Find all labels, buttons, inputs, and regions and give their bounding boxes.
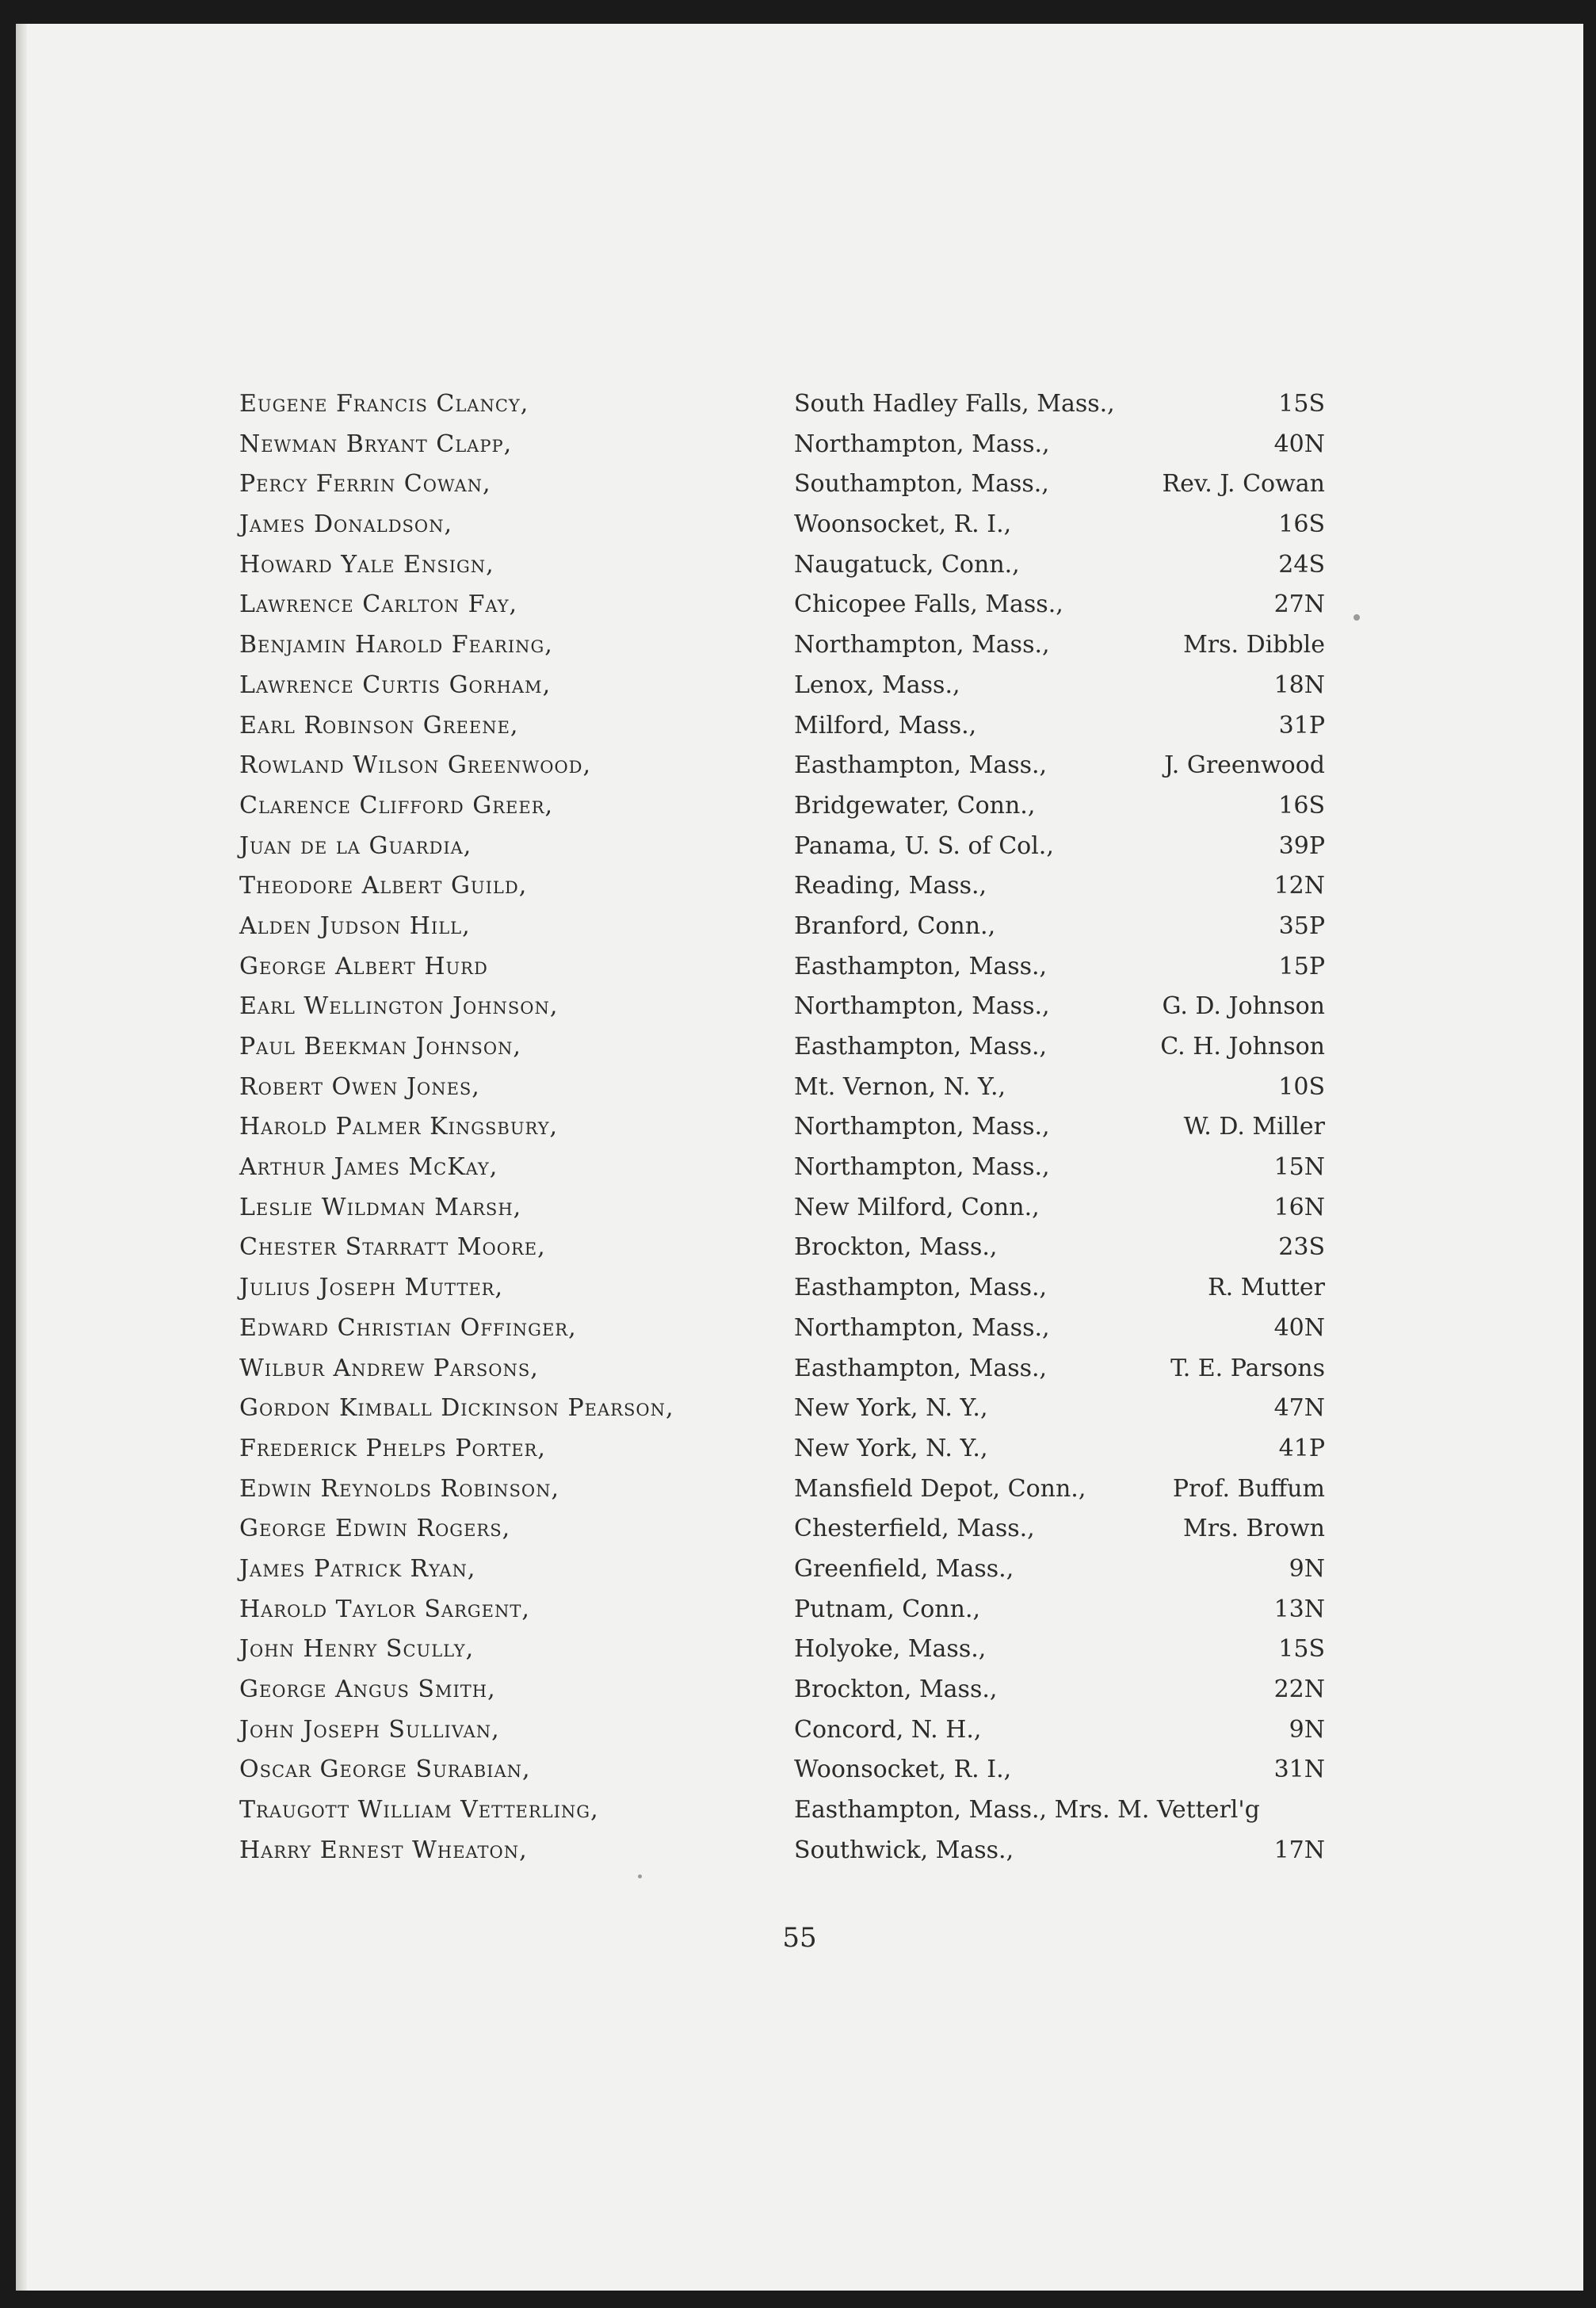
residence: 15S xyxy=(1278,390,1325,418)
directory-row xyxy=(239,1630,1325,1670)
student-name: Lawrence Curtis Gorham, xyxy=(239,671,552,699)
hometown: Lenox, Mass., xyxy=(794,671,960,699)
student-name: George Albert Hurd xyxy=(239,952,488,980)
student-name: John Joseph Sullivan, xyxy=(239,1715,500,1744)
residence: C. H. Johnson xyxy=(1160,1033,1325,1060)
directory-row xyxy=(239,786,1325,827)
hometown: Northampton, Mass., xyxy=(794,992,1050,1021)
residence: 39P xyxy=(1278,831,1325,860)
hometown: Putnam, Conn., xyxy=(794,1595,981,1623)
student-name: Robert Owen Jones, xyxy=(239,1072,480,1101)
hometown: Chicopee Falls, Mass., xyxy=(794,590,1063,619)
hometown: Mt. Vernon, N. Y., xyxy=(794,1072,1006,1101)
hometown: New York, N. Y., xyxy=(794,1434,988,1462)
hometown: Easthampton, Mass., Mrs. M. Vetterl'g xyxy=(794,1796,1260,1825)
student-name: Alden Judson Hill, xyxy=(239,911,471,940)
hometown: Easthampton, Mass., xyxy=(794,751,1048,780)
hometown: Easthampton, Mass., xyxy=(794,1033,1048,1060)
hometown: Milford, Mass., xyxy=(794,711,977,739)
student-name: Theodore Albert Guild, xyxy=(239,872,528,900)
directory-row xyxy=(239,827,1325,867)
hometown: Northampton, Mass., xyxy=(794,430,1050,458)
residence: 24S xyxy=(1278,550,1325,579)
book-page xyxy=(16,24,1583,2291)
directory-row xyxy=(239,384,1325,425)
student-name: Julius Joseph Mutter, xyxy=(239,1274,504,1302)
student-name: Clarence Clifford Greer, xyxy=(239,791,554,820)
hometown: Northampton, Mass., xyxy=(794,631,1050,659)
student-name: Howard Yale Ensign, xyxy=(239,550,494,579)
hometown: Northampton, Mass., xyxy=(794,1153,1050,1182)
hometown: Chesterfield, Mass., xyxy=(794,1515,1035,1543)
hometown: Northampton, Mass., xyxy=(794,1113,1050,1141)
residence: Mrs. Dibble xyxy=(1183,631,1325,659)
student-name: Benjamin Harold Fearing, xyxy=(239,631,553,659)
residence: W. D. Miller xyxy=(1183,1113,1325,1141)
student-name: Frederick Phelps Porter, xyxy=(239,1434,546,1462)
student-name: Juan de la Guardia, xyxy=(239,831,472,860)
directory-row xyxy=(239,1710,1325,1751)
directory-row xyxy=(239,746,1325,786)
directory-row xyxy=(239,1027,1325,1068)
residence: 13N xyxy=(1273,1595,1325,1623)
directory-row xyxy=(239,866,1325,907)
student-name: Harry Ernest Wheaton, xyxy=(239,1836,528,1864)
student-name: Arthur James McKay, xyxy=(239,1153,498,1182)
directory-row xyxy=(239,464,1325,505)
directory-row xyxy=(239,1790,1325,1831)
student-name: Chester Starratt Moore, xyxy=(239,1233,546,1262)
residence: 16S xyxy=(1278,791,1325,820)
student-name: Percy Ferrin Cowan, xyxy=(239,470,491,499)
directory-row xyxy=(239,505,1325,545)
residence: 16S xyxy=(1278,510,1325,539)
residence: 47N xyxy=(1273,1394,1325,1423)
student-directory xyxy=(239,384,1325,1870)
hometown: Woonsocket, R. I., xyxy=(794,1756,1012,1784)
hometown: Concord, N. H., xyxy=(794,1715,982,1744)
residence: 27N xyxy=(1273,590,1325,619)
hometown: Panama, U. S. of Col., xyxy=(794,831,1054,860)
student-name: Newman Bryant Clapp, xyxy=(239,430,513,458)
hometown: New Milford, Conn., xyxy=(794,1193,1040,1221)
residence: 35P xyxy=(1278,911,1325,940)
student-name: Wilbur Andrew Parsons, xyxy=(239,1354,539,1382)
student-name: Harold Palmer Kingsbury, xyxy=(239,1113,559,1141)
residence: 9N xyxy=(1289,1715,1325,1744)
paper-speck xyxy=(1354,614,1360,621)
student-name: James Patrick Ryan, xyxy=(239,1554,476,1583)
residence: 40N xyxy=(1273,1313,1325,1342)
student-name: Eugene Francis Clancy, xyxy=(239,390,529,418)
hometown: Branford, Conn., xyxy=(794,911,996,940)
student-name: Traugott William Vetterling, xyxy=(239,1796,599,1825)
directory-row xyxy=(239,1349,1325,1389)
student-name: George Angus Smith, xyxy=(239,1676,496,1703)
page-number: 55 xyxy=(782,1922,817,1954)
student-name: Paul Beekman Johnson, xyxy=(239,1033,521,1060)
hometown: Naugatuck, Conn., xyxy=(794,550,1020,579)
hometown: South Hadley Falls, Mass., xyxy=(794,390,1115,418)
directory-row xyxy=(239,1429,1325,1469)
directory-row xyxy=(239,1188,1325,1229)
directory-row xyxy=(239,1831,1325,1871)
student-name: Lawrence Carlton Fay, xyxy=(239,590,518,619)
hometown: Southampton, Mass., xyxy=(794,470,1049,499)
residence: 22N xyxy=(1273,1676,1325,1703)
directory-row xyxy=(239,947,1325,988)
residence: T. E. Parsons xyxy=(1170,1354,1325,1382)
residence: Mrs. Brown xyxy=(1183,1515,1325,1543)
residence: R. Mutter xyxy=(1208,1274,1325,1302)
directory-row xyxy=(239,585,1325,625)
hometown: Mansfield Depot, Conn., xyxy=(794,1474,1086,1503)
hometown: Reading, Mass., xyxy=(794,872,987,900)
directory-row xyxy=(239,706,1325,747)
residence: 23S xyxy=(1278,1233,1325,1262)
directory-row xyxy=(239,1148,1325,1188)
directory-row xyxy=(239,625,1325,666)
hometown: Woonsocket, R. I., xyxy=(794,510,1012,539)
residence: 12N xyxy=(1273,872,1325,900)
student-name: Harold Taylor Sargent, xyxy=(239,1595,530,1623)
directory-row xyxy=(239,1309,1325,1349)
hometown: Easthampton, Mass., xyxy=(794,1354,1048,1382)
student-name: Rowland Wilson Greenwood, xyxy=(239,751,592,780)
directory-row xyxy=(239,1228,1325,1268)
hometown: Bridgewater, Conn., xyxy=(794,791,1036,820)
residence: 41P xyxy=(1278,1434,1325,1462)
residence: 16N xyxy=(1273,1193,1325,1221)
directory-row xyxy=(239,987,1325,1027)
student-name: Edwin Reynolds Robinson, xyxy=(239,1474,560,1503)
residence: Prof. Buffum xyxy=(1172,1474,1325,1503)
student-name: Earl Wellington Johnson, xyxy=(239,992,559,1021)
hometown: Easthampton, Mass., xyxy=(794,952,1048,980)
residence: 9N xyxy=(1289,1554,1325,1583)
student-name: Leslie Wildman Marsh, xyxy=(239,1193,522,1221)
directory-row xyxy=(239,1268,1325,1309)
directory-row xyxy=(239,1469,1325,1510)
paper-speck xyxy=(638,1874,642,1878)
directory-row xyxy=(239,1389,1325,1429)
residence: 18N xyxy=(1273,671,1325,699)
student-name: George Edwin Rogers, xyxy=(239,1515,511,1543)
directory-row xyxy=(239,1549,1325,1590)
hometown: Easthampton, Mass., xyxy=(794,1274,1048,1302)
directory-row xyxy=(239,1509,1325,1549)
student-name: John Henry Scully, xyxy=(239,1635,475,1664)
hometown: Southwick, Mass., xyxy=(794,1836,1014,1864)
directory-row xyxy=(239,425,1325,465)
student-name: Edward Christian Offinger, xyxy=(239,1313,577,1342)
student-name: Earl Robinson Greene, xyxy=(239,711,519,739)
residence: Rev. J. Cowan xyxy=(1162,470,1325,499)
hometown: Brockton, Mass., xyxy=(794,1676,998,1703)
student-name: Oscar George Surabian, xyxy=(239,1756,531,1784)
residence: G. D. Johnson xyxy=(1162,992,1325,1021)
directory-row xyxy=(239,1068,1325,1108)
residence: J. Greenwood xyxy=(1164,751,1325,780)
hometown: New York, N. Y., xyxy=(794,1394,988,1423)
directory-row xyxy=(239,666,1325,706)
residence: 10S xyxy=(1278,1072,1325,1101)
residence: 15P xyxy=(1278,952,1325,980)
residence: 40N xyxy=(1273,430,1325,458)
directory-row xyxy=(239,1590,1325,1630)
residence: 15S xyxy=(1278,1635,1325,1664)
hometown: Northampton, Mass., xyxy=(794,1313,1050,1342)
hometown: Greenfield, Mass., xyxy=(794,1554,1014,1583)
directory-row xyxy=(239,1107,1325,1148)
student-name: Gordon Kimball Dickinson Pearson, xyxy=(239,1394,674,1423)
residence: 31P xyxy=(1278,711,1325,739)
directory-row xyxy=(239,1750,1325,1790)
residence: 17N xyxy=(1273,1836,1325,1864)
residence: 31N xyxy=(1273,1756,1325,1784)
student-name: James Donaldson, xyxy=(239,510,453,539)
directory-row xyxy=(239,1670,1325,1710)
residence: 15N xyxy=(1273,1153,1325,1182)
directory-row xyxy=(239,545,1325,586)
hometown: Holyoke, Mass., xyxy=(794,1635,987,1664)
directory-row xyxy=(239,907,1325,947)
hometown: Brockton, Mass., xyxy=(794,1233,998,1262)
